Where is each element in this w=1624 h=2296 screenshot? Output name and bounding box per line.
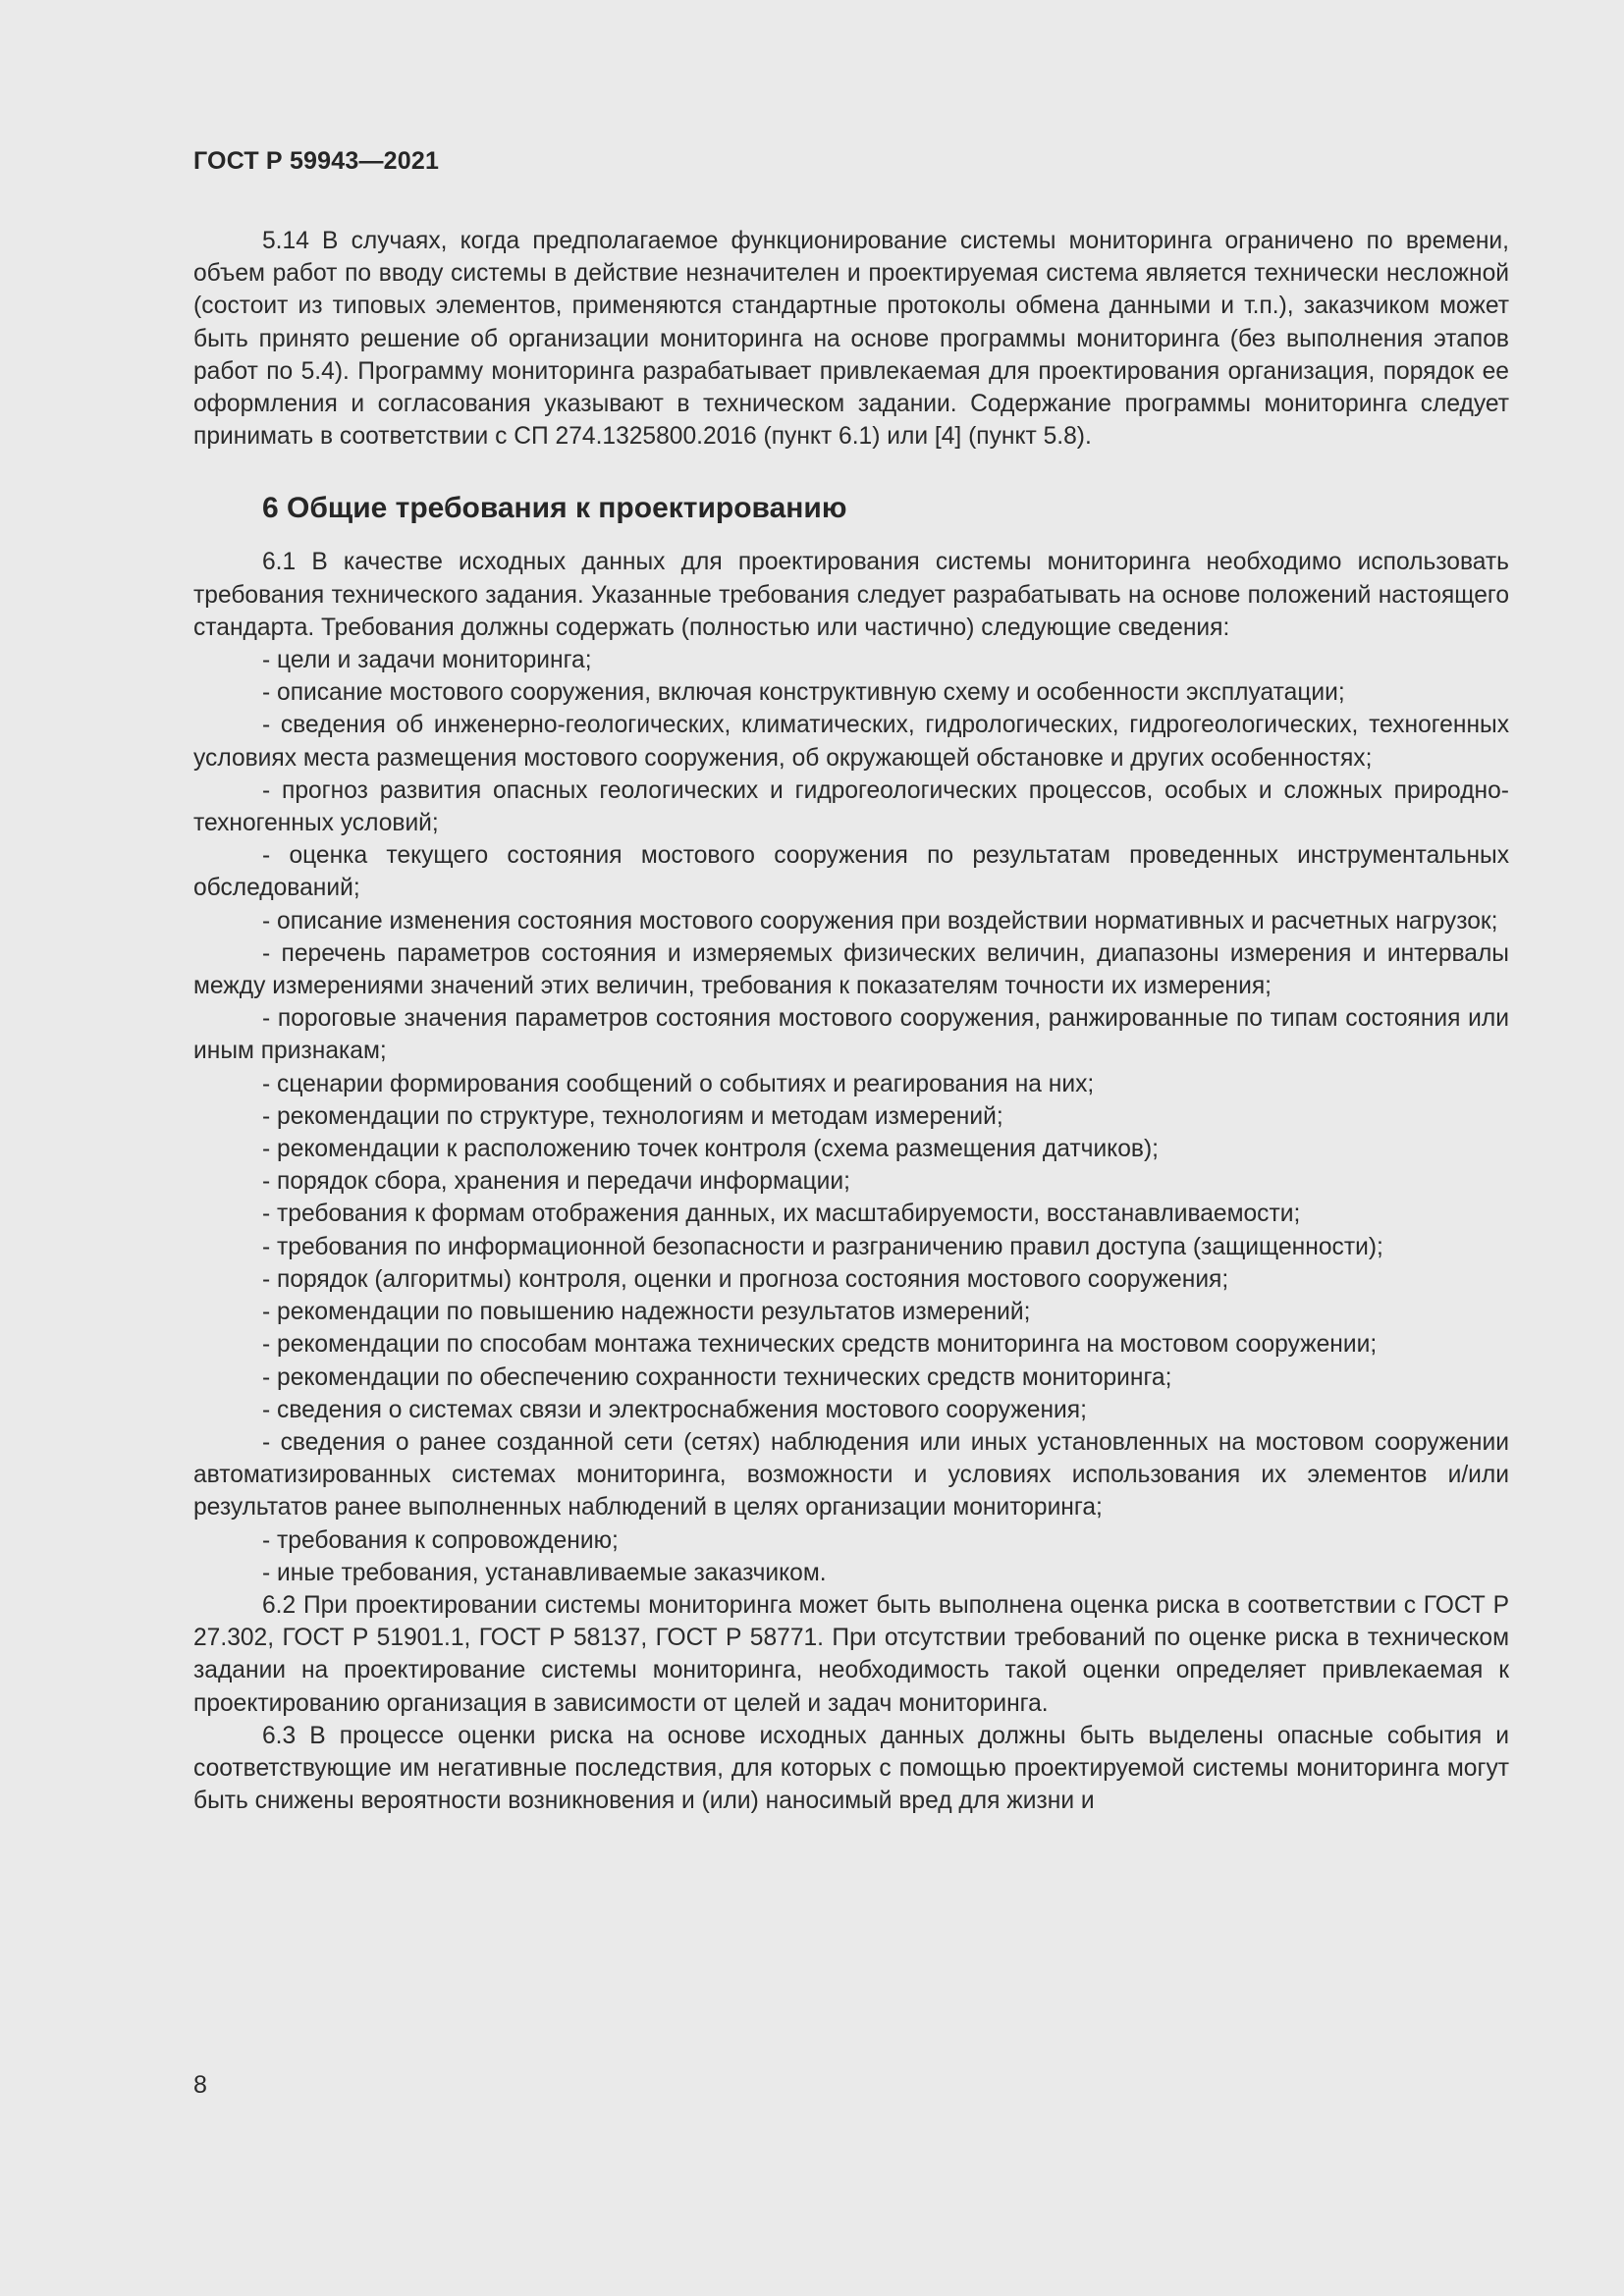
list-item: - перечень параметров состояния и измеряемых физических величин, диапазоны измерения и интервалы между измерениями значений этих величин, требования к показателям точности их измерения; (193, 939, 1509, 1000)
list-item: - сведения об инженерно-геологических, климатических, гидрологических, гидрогеологических, техногенных условиях места размещения мостового сооружения, об окружающей обстановке и других особенностях; (193, 712, 1509, 772)
list-item: - иные требования, устанавливаемые заказчиком. (262, 1559, 827, 1586)
list-item: - сведения о ранее созданной сети (сетях) наблюдения или иных установленных на мостовом сооружении автоматизированных системах мониторинга, возможности и условиях использования их элементов и/или результатов ранее выполненных наблюдений в целях организации мониторинга; (193, 1428, 1509, 1522)
list-item: - рекомендации по способам монтажа технических средств мониторинга на мостовом сооружении; (262, 1331, 1378, 1359)
document-header: ГОСТ Р 59943—2021 (193, 147, 440, 175)
paragraph-6-3: 6.3 В процессе оценки риска на основе исходных данных должны быть выделены опасные события и соответствующие им негативные последствия, для которых с помощью проектируемой системы мониторинга могут быть снижены вероятности возникновения и (или) наносимый вред для жизни и (193, 1722, 1509, 1815)
list-item: - рекомендации к расположению точек контроля (схема размещения датчиков); (262, 1136, 1159, 1163)
list-item: - сведения о системах связи и электроснабжения мостового сооружения; (262, 1396, 1087, 1423)
requirements-list (193, 644, 1509, 1589)
list-item: - описание изменения состояния мостового сооружения при воздействии нормативных и расчетных нагрузок; (262, 907, 1498, 934)
list-item: - прогноз развития опасных геологических и гидрогеологических процессов, особых и сложных природно-техногенных условий; (193, 776, 1509, 837)
list-item: - пороговые значения параметров состояния мостового сооружения, ранжированные по типам состояния или иным признакам; (193, 1005, 1509, 1065)
list-item: - порядок сбора, хранения и передачи информации; (262, 1168, 850, 1196)
list-item: - рекомендации по обеспечению сохранности технических средств мониторинга; (262, 1363, 1172, 1391)
list-item: - цели и задачи мониторинга; (262, 647, 592, 674)
list-item: - требования к формам отображения данных, их масштабируемости, восстанавливаемости; (262, 1201, 1301, 1228)
list-item: - описание мостового сооружения, включая конструктивную схему и особенности эксплуатации; (262, 679, 1345, 707)
list-item: - требования к сопровождению; (262, 1526, 619, 1554)
list-item: - порядок (алгоритмы) контроля, оценки и прогноза состояния мостового сооружения; (262, 1265, 1229, 1293)
list-item: - рекомендации по повышению надежности результатов измерений; (262, 1299, 1031, 1326)
paragraph-6-1: 6.1 В качестве исходных данных для проектирования системы мониторинга необходимо использовать требования технического задания. Указанные требования следует разрабатывать на основе положений настоящего стандарта. Требования должны содержать (полностью или частично) следующие сведения: (193, 549, 1509, 641)
list-item: - требования по информационной безопасности и разграничению правил доступа (защищенности); (262, 1233, 1383, 1260)
page-number: 8 (193, 2071, 207, 2099)
paragraph-5-14: 5.14 В случаях, когда предполагаемое функционирование системы мониторинга ограничено по времени, объем работ по вводу системы в действие незначителен и проектируемая система является технически несложной (состоит из типовых элементов, применяются стандартные протоколы обмена данными и т.п.), заказчиком может быть принято решение об организации мониторинга на основе программы мониторинга (без выполнения этапов работ по 5.4). Программу мониторинга разрабатывает привлекаемая для проектирования организация, порядок ее оформления и согласования указывают в техническом задании. Содержание программы мониторинга следует принимать в соответствии с СП 274.1325800.2016 (пункт 6.1) или [4] (пункт 5.8). (193, 228, 1509, 451)
section-6-title: 6 Общие требования к проектированию (262, 492, 847, 525)
document-body (193, 225, 1509, 1817)
list-item: - сценарии формирования сообщений о событиях и реагирования на них; (262, 1070, 1095, 1097)
list-item: - рекомендации по структуре, технологиям и методам измерений; (262, 1102, 1003, 1130)
paragraph-6-2: 6.2 При проектировании системы мониторинга может быть выполнена оценка риска в соответствии с ГОСТ Р 27.302, ГОСТ Р 51901.1, ГОСТ Р 58137, ГОСТ Р 58771. При отсутствии требований по оценке риска в техническом задании на проектирование системы мониторинга, необходимость такой оценки определяет привлекаемая к проектированию организация в зависимости от целей и задач мониторинга. (193, 1591, 1509, 1717)
list-item: - оценка текущего состояния мостового сооружения по результатам проведенных инструментальных обследований; (193, 842, 1509, 902)
